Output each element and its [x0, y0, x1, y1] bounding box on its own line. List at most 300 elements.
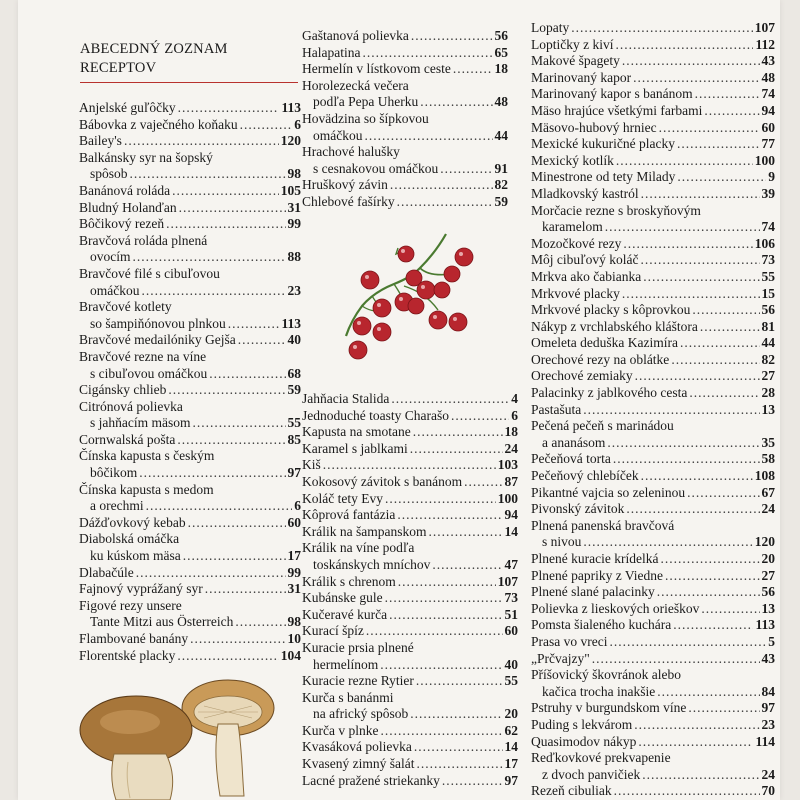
recipe-name: Plnené papriky z Viedne: [531, 567, 664, 583]
recipe-name: a orechmi: [90, 498, 144, 514]
page-number: 60: [761, 119, 775, 135]
recipe-name: Mrkvové placky s kôprovkou: [531, 302, 691, 318]
page-number: 113: [281, 315, 301, 331]
page-number: 120: [280, 133, 301, 149]
page-number: 17: [287, 548, 301, 564]
dot-leader: [146, 498, 293, 515]
index-entry: [531, 501, 775, 518]
dot-leader: [665, 568, 759, 585]
recipe-name: hermelínom: [313, 656, 379, 672]
index-entry: [531, 186, 775, 203]
dot-leader: [177, 432, 285, 449]
page-number: 112: [755, 36, 775, 52]
index-entry: [302, 623, 518, 640]
recipe-name: Chlebové fašírky: [302, 193, 395, 209]
recipe-name: Horolezecká večera: [302, 77, 409, 93]
page-number: 27: [761, 567, 775, 583]
page-number: 27: [761, 368, 775, 384]
dot-leader: [179, 200, 286, 217]
dot-leader: [657, 684, 759, 701]
index-column-3: [302, 391, 518, 789]
page-number: 99: [287, 564, 301, 580]
recipe-name: Cornwalská pošta: [79, 431, 176, 447]
recipe-name: Quasimodov nákyp: [531, 733, 637, 749]
recipe-name: Bravčové kotlety: [79, 299, 172, 315]
page-number: 48: [494, 94, 508, 110]
index-entry: [531, 750, 775, 783]
dot-leader: [178, 100, 280, 117]
dot-leader: [398, 574, 496, 591]
dot-leader: [613, 451, 760, 468]
index-entry: [531, 717, 775, 734]
index-entry: [531, 667, 775, 700]
page-number: 91: [494, 160, 508, 176]
index-entry: [302, 391, 518, 408]
dot-leader: [228, 316, 280, 333]
page-number: 73: [761, 252, 775, 268]
recipe-name: Jednoduché toasty Charašo: [302, 407, 449, 423]
index-entry: [302, 723, 518, 740]
page-number: 6: [511, 407, 518, 423]
index-entry: [531, 37, 775, 54]
dot-leader: [671, 352, 759, 369]
recipe-name: Morčacie rezne s broskyňovým: [531, 202, 701, 218]
recipe-name: Omeleta deduška Kazimíra: [531, 335, 678, 351]
index-entry: [302, 441, 518, 458]
page-number: 59: [287, 382, 301, 398]
index-entry: [531, 451, 775, 468]
dot-leader: [643, 269, 759, 286]
dot-leader: [657, 584, 760, 601]
page-number: 56: [494, 28, 508, 43]
dot-leader: [414, 739, 503, 756]
page-number: 55: [287, 415, 301, 431]
index-entry: [302, 111, 508, 144]
dot-leader: [366, 623, 503, 640]
dot-leader: [677, 136, 760, 153]
index-column-4: [531, 20, 775, 800]
page-number: 44: [761, 335, 775, 351]
index-entry: [79, 531, 301, 564]
recipe-name: Kapusta na smotane: [302, 424, 411, 440]
recipe-name: Karamel s jablkami: [302, 440, 408, 456]
page-number: 114: [755, 733, 775, 749]
recipe-name: Bravčová roláda plnená: [79, 232, 208, 248]
index-entry: [79, 382, 301, 399]
dot-leader: [190, 631, 285, 648]
recipe-name: Nákyp z vrchlabského kláštora: [531, 318, 698, 334]
red-currant-illustration: [328, 228, 478, 368]
index-entry: [531, 518, 775, 551]
page-number: 31: [287, 199, 301, 215]
recipe-name: Minestrone od tety Milady: [531, 169, 676, 185]
recipe-name: Cigánsky chlieb: [79, 382, 167, 398]
dot-leader: [626, 501, 759, 518]
dot-leader: [640, 252, 759, 269]
index-entry: [302, 607, 518, 624]
page-number: 14: [504, 739, 518, 755]
page-number: 94: [761, 102, 775, 118]
index-entry: [302, 408, 518, 425]
index-entry: [531, 634, 775, 651]
dot-leader: [177, 648, 278, 665]
page-number: 59: [494, 193, 508, 209]
recipe-name: Kvasáková polievka: [302, 739, 412, 755]
index-entry: [79, 432, 301, 449]
recipe-name: „Prčvajzy": [531, 650, 590, 666]
page-number: 48: [761, 69, 775, 85]
index-entry: [79, 332, 301, 349]
recipe-name: Anjelské guľôčky: [79, 100, 176, 115]
dot-leader: [183, 548, 286, 565]
recipe-name: Kurací špíz: [302, 623, 364, 639]
index-entry: [302, 144, 508, 177]
recipe-name: Pečeňová torta: [531, 451, 611, 467]
dot-leader: [130, 166, 286, 183]
page-number: 18: [504, 424, 518, 440]
index-entry: [302, 474, 518, 491]
page-number: 24: [761, 766, 775, 782]
index-entry: [531, 783, 775, 800]
page-number: 100: [754, 152, 775, 168]
recipe-name: Lopaty: [531, 20, 570, 35]
recipe-name: Jahňacia Stalida: [302, 391, 390, 406]
recipe-name: Polievka z lieskových orieškov: [531, 600, 700, 616]
recipe-name: Diabolská omáčka: [79, 531, 180, 547]
dot-leader: [188, 515, 286, 532]
index-entry: [79, 216, 301, 233]
page-number: 24: [504, 440, 518, 456]
index-entry: [302, 640, 518, 673]
index-entry: [531, 568, 775, 585]
heading-rule: [80, 82, 298, 83]
index-column-2: [302, 28, 508, 211]
page-number: 14: [504, 523, 518, 539]
dot-leader: [432, 557, 502, 574]
page-number: 70: [761, 783, 775, 799]
page-number: 94: [504, 507, 518, 523]
index-entry: [302, 590, 518, 607]
recipe-name: Pečeňový chlebíček: [531, 468, 639, 484]
page-number: 67: [761, 484, 775, 500]
recipe-name: Bravčové filé s cibuľovou: [79, 265, 220, 281]
page-number: 35: [761, 434, 775, 450]
dot-leader: [416, 673, 503, 690]
recipe-name: Reďkovkové prekvapenie: [531, 750, 671, 766]
page-number: 18: [494, 61, 508, 77]
recipe-name: Dážďovkový kebab: [79, 514, 186, 530]
index-entry: [531, 319, 775, 336]
recipe-name: Mrkvové placky: [531, 285, 620, 301]
page-number: 77: [761, 136, 775, 152]
page-number: 23: [761, 716, 775, 732]
dot-leader: [416, 756, 502, 773]
index-entry: [531, 368, 775, 385]
index-entry: [79, 233, 301, 266]
recipe-name: Puding s lekvárom: [531, 716, 633, 732]
index-entry: [79, 266, 301, 299]
page-number: 81: [761, 318, 775, 334]
index-entry: [79, 631, 301, 648]
index-entry: [531, 203, 775, 236]
recipe-name: Gaštanová polievka: [302, 28, 409, 43]
recipe-name: Fajnový vyprážaný syr: [79, 581, 203, 597]
page-number: 43: [761, 53, 775, 69]
recipe-name: s jahňacím mäsom: [90, 415, 191, 431]
index-entry: [302, 739, 518, 756]
index-entry: [79, 150, 301, 183]
index-entry: [531, 601, 775, 618]
index-entry: [531, 734, 775, 751]
recipe-name: Čínska kapusta s českým: [79, 448, 215, 464]
index-entry: [79, 100, 301, 117]
page-number: 39: [761, 185, 775, 201]
index-entry: [302, 690, 518, 723]
index-entry: [531, 236, 775, 253]
index-entry: [531, 468, 775, 485]
dot-leader: [687, 485, 759, 502]
page-number: 60: [287, 514, 301, 530]
dot-leader: [323, 457, 496, 474]
recipe-name: Orechové rezy na oblátke: [531, 351, 670, 367]
dot-leader: [634, 717, 759, 734]
recipe-name: spôsob: [90, 166, 128, 182]
recipe-name: Kuracie prsia plnené: [302, 639, 414, 655]
recipe-name: Môj cibuľový koláč: [531, 252, 639, 268]
recipe-name: toskánskych mníchov: [313, 556, 431, 572]
page-number: 106: [754, 235, 775, 251]
recipe-name: Mexický kotlík: [531, 152, 614, 168]
page-number: 58: [761, 451, 775, 467]
recipe-name: Králik na víne podľa: [302, 540, 415, 556]
recipe-name: Kučeravé kurča: [302, 606, 388, 622]
dot-leader: [397, 507, 502, 524]
page-number: 107: [497, 573, 518, 589]
index-entry: [79, 482, 301, 515]
dot-leader: [688, 700, 759, 717]
dot-leader: [592, 651, 760, 668]
index-entry: [79, 565, 301, 582]
index-entry: [302, 61, 508, 78]
page-number: 73: [504, 590, 518, 606]
dot-leader: [391, 391, 509, 408]
dot-leader: [689, 385, 759, 402]
page-number: 113: [755, 617, 775, 633]
page-number: 68: [287, 365, 301, 381]
recipe-name: Mäsovo-hubový hrniec: [531, 119, 657, 135]
page-number: 113: [281, 100, 301, 115]
dot-leader: [172, 183, 279, 200]
index-entry: [302, 424, 518, 441]
recipe-name: Halapatina: [302, 44, 361, 60]
page-number: 20: [504, 706, 518, 722]
recipe-name: kačica trocha inakšie: [542, 683, 656, 699]
recipe-name: Hovädzina so šípkovou: [302, 110, 429, 126]
index-entry: [531, 617, 775, 634]
dot-leader: [389, 607, 502, 624]
index-entry: [531, 700, 775, 717]
recipe-name: Plnená panenská bravčová: [531, 517, 675, 533]
recipe-name: Tante Mitzi aus Österreich: [90, 614, 234, 630]
dot-leader: [166, 216, 285, 233]
recipe-name: Plnené kuracie krídelká: [531, 551, 659, 566]
index-entry: [79, 349, 301, 382]
page-number: 40: [287, 332, 301, 348]
index-entry: [302, 673, 518, 690]
recipe-name: karamelom: [542, 219, 603, 235]
recipe-name: Balkánsky syr na šopský: [79, 149, 213, 165]
recipe-name: Hrachové halušky: [302, 144, 400, 160]
page-number: 104: [280, 647, 301, 663]
dot-leader: [380, 657, 502, 674]
recipe-name: z dvoch panvičiek: [542, 766, 641, 782]
dot-leader: [680, 335, 760, 352]
dot-leader: [623, 236, 752, 253]
index-entry: [531, 352, 775, 369]
index-entry: [531, 651, 775, 668]
dot-leader: [659, 120, 760, 137]
index-entry: [531, 153, 775, 170]
index-entry: [79, 183, 301, 200]
recipe-name: Hermelín v lístkovom ceste: [302, 61, 451, 77]
recipe-name: Pečená pečeň s marinádou: [531, 418, 674, 434]
recipe-name: Rezeň cibuliak: [531, 783, 612, 799]
page-number: 56: [761, 584, 775, 600]
index-entry: [531, 70, 775, 87]
dot-leader: [583, 534, 752, 551]
dot-leader: [616, 153, 753, 170]
index-heading: ABECEDNÝ ZOZNAM RECEPTOV: [80, 41, 228, 76]
index-entry: [531, 402, 775, 419]
dot-leader: [614, 783, 760, 800]
dot-leader: [390, 177, 493, 194]
index-entry: [302, 540, 518, 573]
recipe-name: Palacinky z jablkového cesta: [531, 385, 688, 401]
dot-leader: [124, 133, 279, 150]
page-number: 5: [768, 633, 775, 649]
recipe-name: Mozočkové rezy: [531, 235, 622, 251]
page-number: 74: [761, 86, 775, 102]
recipe-name: Bludný Holanďan: [79, 199, 177, 215]
recipe-name: Pastašuta: [531, 401, 582, 417]
index-entry: [302, 524, 518, 541]
index-entry: [531, 551, 775, 568]
recipe-name: Pivonský závitok: [531, 501, 625, 517]
dot-leader: [633, 70, 759, 87]
page-number: 15: [761, 285, 775, 301]
index-entry: [531, 53, 775, 70]
page-number: 98: [287, 166, 301, 182]
recipe-name: bôčikom: [90, 465, 138, 481]
recipe-name: Dlabačúle: [79, 564, 134, 580]
recipe-name: Bravčové rezne na víne: [79, 348, 207, 364]
index-entry: [531, 302, 775, 319]
dot-leader: [235, 614, 285, 631]
page-number: 55: [761, 268, 775, 284]
recipe-name: ovocím: [90, 249, 131, 265]
page-number: 60: [504, 623, 518, 639]
recipe-name: Pstruhy v burgundskom víne: [531, 700, 687, 716]
page-number: 88: [287, 249, 301, 265]
dot-leader: [410, 706, 502, 723]
index-entry: [531, 485, 775, 502]
index-entry: [302, 177, 508, 194]
recipe-name: Flambované banány: [79, 631, 189, 646]
recipe-name: Makové špagety: [531, 53, 620, 69]
recipe-name: Loptičky z kiví: [531, 36, 614, 52]
recipe-name: Orechové zemiaky: [531, 368, 633, 384]
recipe-name: Bôčikový rezeň: [79, 216, 165, 232]
recipe-name: Kiš: [302, 457, 321, 473]
dot-leader: [673, 617, 753, 634]
recipe-name: ku kúskom mäsa: [90, 548, 181, 564]
index-entry: [531, 86, 775, 103]
index-entry: [302, 78, 508, 111]
dot-leader: [440, 161, 492, 178]
page-number: 6: [294, 116, 301, 132]
index-entry: [302, 491, 518, 508]
page-number: 9: [768, 169, 775, 185]
dot-leader: [240, 117, 293, 134]
dot-leader: [205, 581, 286, 598]
recipe-name: s cesnakovou omáčkou: [313, 160, 439, 176]
page-number: 4: [511, 391, 518, 406]
page-number: 98: [287, 614, 301, 630]
index-entry: [531, 169, 775, 186]
page-number: 103: [497, 457, 518, 473]
page-number: 17: [504, 756, 518, 772]
dot-leader: [410, 441, 503, 458]
index-entry: [79, 598, 301, 631]
dot-leader: [133, 249, 286, 266]
recipe-name: omáčkou: [313, 127, 363, 143]
page-number: 43: [761, 650, 775, 666]
page-number: 20: [761, 551, 775, 566]
page-number: 56: [761, 302, 775, 318]
index-entry: [531, 385, 775, 402]
index-entry: [302, 773, 518, 790]
index-entry: [531, 252, 775, 269]
page-number: 55: [504, 673, 518, 689]
recipe-name: Marinovaný kapor: [531, 69, 632, 85]
dot-leader: [385, 590, 503, 607]
page-number: 82: [761, 351, 775, 367]
recipe-name: Bravčové medailóniky Gejša: [79, 332, 236, 348]
dot-leader: [704, 103, 759, 120]
index-entry: [531, 136, 775, 153]
index-entry: [79, 648, 301, 665]
recipe-name: na africký spôsob: [313, 706, 409, 722]
recipe-name: Marinovaný kapor s banánom: [531, 86, 693, 102]
dot-leader: [453, 61, 493, 78]
recipe-name: s nivou: [542, 534, 582, 550]
dot-leader: [442, 773, 503, 790]
page-number: 31: [287, 581, 301, 597]
dot-leader: [700, 319, 760, 336]
index-entry: [531, 418, 775, 451]
page-number: 65: [494, 44, 508, 60]
index-entry: [531, 103, 775, 120]
index-entry: [79, 581, 301, 598]
dot-leader: [464, 474, 502, 491]
dot-leader: [641, 186, 760, 203]
dot-leader: [413, 424, 503, 441]
recipe-name: so šampiňónovou plnkou: [90, 315, 226, 331]
mushroom-illustration: [78, 668, 278, 800]
dot-leader: [209, 366, 285, 383]
dot-leader: [192, 415, 285, 432]
index-entry: [79, 515, 301, 532]
